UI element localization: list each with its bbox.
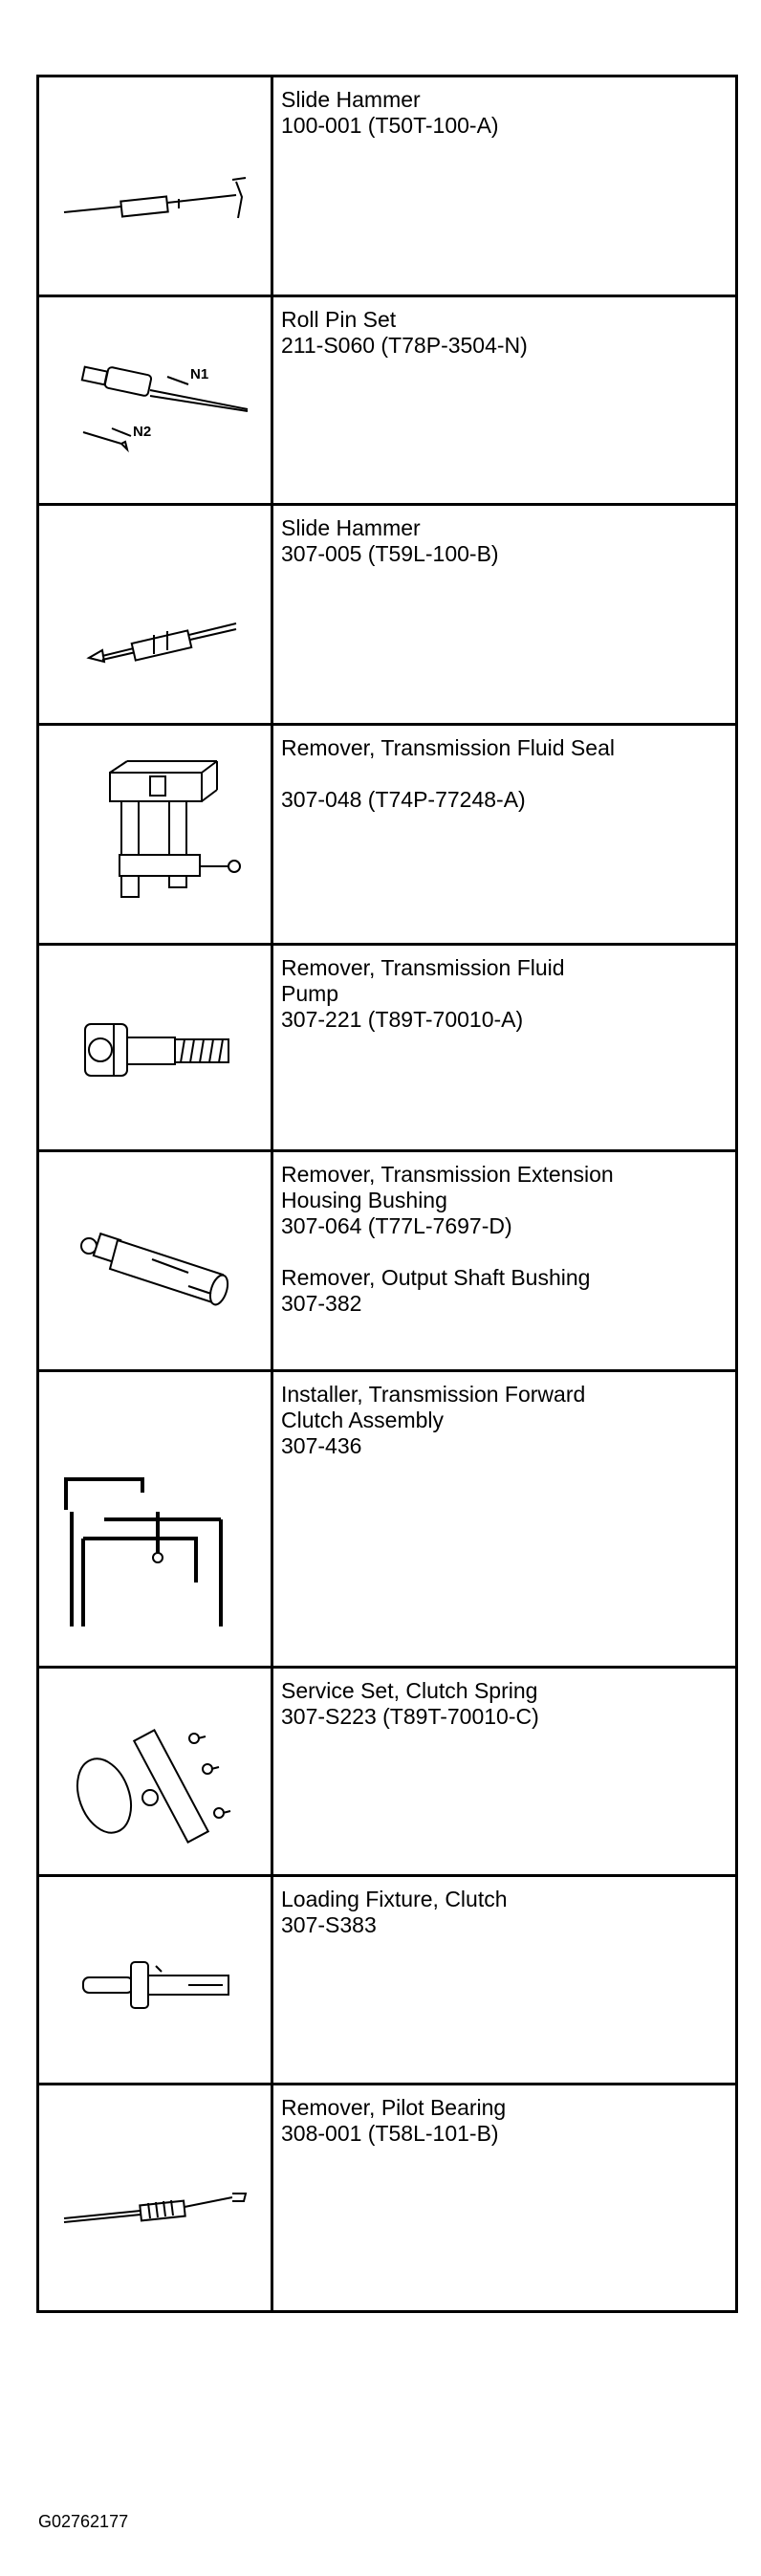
tool-illustration-cell — [38, 1876, 272, 2085]
tool-name-cont: Housing Bushing — [281, 1188, 447, 1212]
figure-id: G02762177 — [38, 2512, 129, 2531]
tool-name: Slide Hammer — [281, 87, 421, 112]
tool-name: Installer, Transmission Forward — [281, 1382, 586, 1407]
table-row — [38, 76, 737, 296]
tool-number: 211-S060 (T78P-3504-N) — [281, 333, 528, 358]
slide-hammer-100-001-icon — [45, 115, 265, 258]
tool-illustration-cell — [38, 76, 272, 296]
tool-illustration-cell — [38, 1151, 272, 1371]
tool-number: 307-S383 — [281, 1912, 377, 1937]
tool-name: Roll Pin Set — [281, 307, 397, 332]
fluid-pump-remover-icon — [45, 976, 265, 1120]
tool-description-cell — [272, 505, 737, 725]
tool-illustration-cell — [38, 1668, 272, 1876]
tool-illustration-cell — [38, 505, 272, 725]
tool-name: Remover, Transmission Fluid — [281, 955, 565, 980]
tool-number-secondary: 307-382 — [281, 1291, 362, 1316]
table-row — [38, 725, 737, 945]
tool-description-cell — [272, 76, 737, 296]
special-tools-table — [36, 75, 738, 2313]
tool-description-cell — [272, 1151, 737, 1371]
tool-number: 307-005 (T59L-100-B) — [281, 541, 499, 566]
callout-n1: N1 — [190, 365, 209, 382]
table-row — [38, 1151, 737, 1371]
tool-number: 307-221 (T89T-70010-A) — [281, 1007, 524, 1032]
tool-description-cell — [272, 725, 737, 945]
tool-number: 307-S223 (T89T-70010-C) — [281, 1704, 539, 1729]
tool-description-cell — [272, 1876, 737, 2085]
tool-number: 307-436 — [281, 1433, 362, 1458]
forward-clutch-installer-icon — [45, 1405, 265, 1634]
tool-number: 100-001 (T50T-100-A) — [281, 113, 499, 138]
tool-name: Slide Hammer — [281, 515, 421, 540]
tool-illustration-cell — [38, 945, 272, 1151]
tool-number: 307-064 (T77L-7697-D) — [281, 1213, 512, 1238]
clutch-spring-service-set-icon — [45, 1691, 265, 1853]
tool-name: Remover, Transmission Fluid Seal — [281, 735, 615, 760]
tool-name: Remover, Transmission Extension — [281, 1162, 614, 1187]
slide-hammer-307-005-icon — [45, 543, 265, 687]
tool-illustration-cell — [38, 2085, 272, 2312]
table-row — [38, 505, 737, 725]
table-row — [38, 1371, 737, 1668]
tool-name: Remover, Pilot Bearing — [281, 2095, 507, 2120]
pilot-bearing-remover-icon — [45, 2127, 265, 2270]
tool-description-cell — [272, 296, 737, 505]
tool-name-cont: Clutch Assembly — [281, 1408, 445, 1432]
table-row — [38, 1668, 737, 1876]
tool-illustration-cell — [38, 725, 272, 945]
tool-description-cell — [272, 945, 737, 1151]
tool-description-cell — [272, 1371, 737, 1668]
tool-illustration-cell — [38, 1371, 272, 1668]
tool-name-secondary: Remover, Output Shaft Bushing — [281, 1265, 591, 1290]
fluid-seal-remover-icon — [45, 744, 265, 926]
roll-pin-set-icon — [45, 329, 265, 472]
tool-number: 307-048 (T74P-77248-A) — [281, 787, 526, 812]
tool-name: Service Set, Clutch Spring — [281, 1678, 538, 1703]
table-row — [38, 1876, 737, 2085]
tool-description-cell — [272, 2085, 737, 2312]
table-row — [38, 296, 737, 505]
tool-description-cell — [272, 1668, 737, 1876]
callout-n2: N2 — [133, 423, 152, 440]
clutch-loading-fixture-icon — [45, 1909, 265, 2052]
tool-name: Loading Fixture, Clutch — [281, 1887, 508, 1911]
table-row — [38, 2085, 737, 2312]
bushing-remover-icon — [45, 1185, 265, 1338]
tool-name-cont: Pump — [281, 981, 339, 1006]
tool-number: 308-001 (T58L-101-B) — [281, 2121, 499, 2146]
tool-illustration-cell — [38, 296, 272, 505]
table-row — [38, 945, 737, 1151]
